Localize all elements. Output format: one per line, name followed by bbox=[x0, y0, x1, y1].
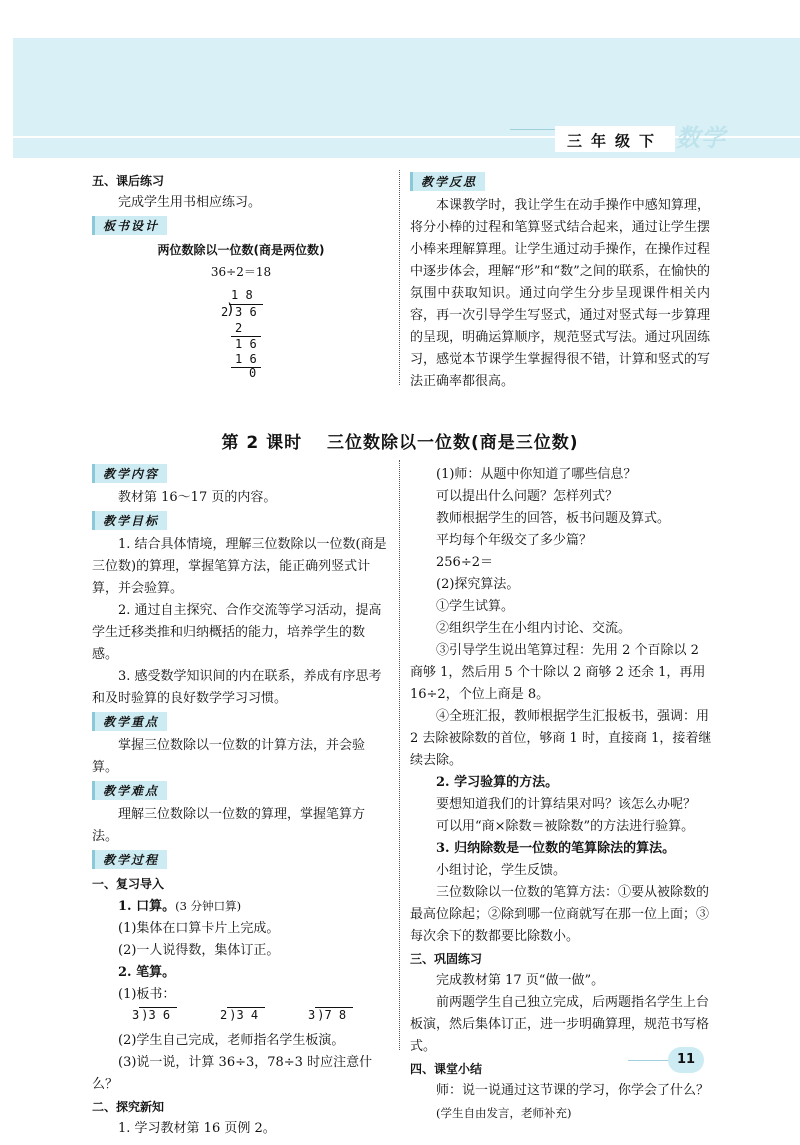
paragraph: 平均每个年级交了多少篇？ bbox=[436, 533, 593, 548]
item-title: 3. 归纳除数是一位数的笔算除法的算法。 bbox=[436, 841, 676, 856]
process-tag: 教学过程 bbox=[92, 850, 167, 869]
ld-step1: 2 bbox=[235, 321, 243, 335]
item-title: 2. 学习验算的方法。 bbox=[436, 775, 559, 790]
teaching-content-tag: 教学内容 bbox=[92, 464, 167, 483]
item-title: 1. 口算。 bbox=[118, 899, 176, 914]
column-divider-bottom bbox=[399, 460, 400, 1050]
section-heading: 三、巩固练习 bbox=[410, 952, 483, 966]
lesson-title: 第 2 课时 三位数除以一位数(商是三位数) bbox=[221, 433, 579, 453]
grade-label: 三年级下 bbox=[555, 126, 675, 152]
division-exercise: 3 )3 6 bbox=[132, 1008, 177, 1022]
top-right-column bbox=[410, 170, 710, 393]
paragraph: 小组讨论，学生反馈。 bbox=[436, 863, 567, 878]
ld-remainder: 0 bbox=[249, 366, 257, 380]
division-exercise: 3 )7 8 bbox=[308, 1008, 353, 1022]
ld-step3: 1 6 bbox=[235, 352, 257, 366]
ld-divisor: 2 bbox=[221, 305, 229, 319]
paragraph: 256÷2＝ bbox=[436, 555, 493, 570]
subject-watermark: 数学 bbox=[676, 124, 726, 152]
paragraph: 师：说一说通过这节课的学习，你学会了什么？ bbox=[436, 1083, 710, 1098]
paragraph: ④全班汇报，教师根据学生汇报板书，强调：用 2 去除被除数的首位，够商 1 时，直接商 1，接着继续去除。 bbox=[410, 709, 712, 768]
paragraph: 教材第 16～17 页的内容。 bbox=[118, 490, 277, 505]
reflection-text: 本课教学时，我让学生在动手操作中感知算理，将分小棒的过程和笔算竖式结合起来，通过让学生摆小棒来理解算理。让学生通过动手操作，在操作过程中逐步体会，理解“形”和“数”之间的联系，在愉快的氛围中获取知识。通过向学生分步呈现课件相关内容，再一次引导学生写竖式，通过对竖式每一步算理的呈现，明确运算顺序，规范竖式写法。通过巩固练习，感觉本节课学生掌握得很不错，计算和竖式的写法正确率都很高。 bbox=[410, 198, 710, 389]
section-heading: 二、探究新知 bbox=[92, 1100, 165, 1114]
paragraph: 前两题学生自己独立完成，后两题指名学生上台板演，然后集体订正，进一步明确算理，规范书写格式。 bbox=[410, 995, 710, 1054]
bottom-left-column bbox=[92, 462, 388, 1140]
paragraph: (2)学生自己完成，老师指名学生板演。 bbox=[118, 1033, 345, 1048]
ld-quotient: 1 8 bbox=[231, 288, 253, 302]
paragraph: (学生自由发言，老师补充) bbox=[436, 1106, 572, 1120]
goal-item: 3. 感受数学知识间的内在联系，养成有序思考和及时验算的良好数学学习习惯。 bbox=[92, 669, 382, 706]
bottom-right-column bbox=[410, 464, 712, 1124]
paragraph: ①学生试算。 bbox=[436, 599, 515, 614]
reflection-tag: 教学反思 bbox=[410, 172, 485, 191]
page-number-rule bbox=[628, 1060, 668, 1061]
paragraph: ②组织学生在小组内讨论、交流。 bbox=[436, 621, 632, 636]
paragraph: ③引导学生说出笔算过程：先用 2 个百除以 2 商够 1，然后用 5 个十除以 2 商够 2 还余 1，再用 16÷2，个位上商是 8。 bbox=[410, 643, 706, 702]
paragraph: (1)师：从题中你知道了哪些信息？ bbox=[436, 467, 637, 482]
board-design-tag: 板书设计 bbox=[92, 216, 167, 235]
division-exercises bbox=[132, 1006, 388, 1030]
ld-bracket: ) bbox=[226, 300, 236, 318]
column-divider-top bbox=[399, 170, 400, 385]
paragraph: 理解三位数除以一位数的算理，掌握笔算方法。 bbox=[92, 807, 366, 844]
header-decoration bbox=[510, 129, 556, 132]
paragraph: (2)探究算法。 bbox=[436, 577, 520, 592]
difficulty-tag: 教学难点 bbox=[92, 781, 167, 800]
paragraph: 完成教材第 17 页“做一做”。 bbox=[436, 973, 605, 988]
teaching-goal-tag: 教学目标 bbox=[92, 511, 167, 530]
long-division-board bbox=[205, 288, 285, 380]
paragraph: (1)集体在口算卡片上完成。 bbox=[118, 921, 280, 936]
paragraph: 要想知道我们的计算结果对吗？该怎么办呢？ bbox=[436, 797, 697, 812]
paragraph: 教师根据学生的回答，板书问题及算式。 bbox=[436, 511, 671, 526]
goal-item: 2. 通过自主探究、合作交流等学习活动，提高学生迁移类推和归纳概括的能力，培养学生的数感。 bbox=[92, 603, 382, 662]
paragraph: 1. 学习教材第 16 页例 2。 bbox=[118, 1121, 276, 1136]
paragraph: 可以提出什么问题？怎样列式？ bbox=[436, 489, 619, 504]
division-exercise: 2 )3 4 bbox=[220, 1008, 265, 1022]
section-heading: 四、课堂小结 bbox=[410, 1062, 483, 1076]
paragraph: (1)板书： bbox=[118, 987, 176, 1002]
section-heading: 一、复习导入 bbox=[92, 877, 165, 891]
board-equation: 36÷2＝18 bbox=[210, 265, 272, 279]
paragraph: 掌握三位数除以一位数的计算方法，并会验算。 bbox=[92, 738, 366, 775]
paragraph: 可以用“商×除数＝被除数”的方法进行验算。 bbox=[436, 819, 695, 834]
top-left-column bbox=[92, 170, 390, 283]
paragraph: (3)说一说，计算 36÷3，78÷3 时应注意什么？ bbox=[92, 1055, 373, 1092]
item-title: 2. 笔算。 bbox=[118, 965, 176, 980]
paragraph: 三位数除以一位数的笔算方法：①要从被除数的最高位除起；②除到哪一位商就写在那一位上面；③每次余下的数都要比除数小。 bbox=[410, 885, 710, 944]
paragraph: (2)一人说得数，集体订正。 bbox=[118, 943, 280, 958]
ld-dividend: 3 6 bbox=[235, 305, 257, 319]
key-point-tag: 教学重点 bbox=[92, 712, 167, 731]
section-heading: 五、课后练习 bbox=[92, 174, 165, 188]
ld-step2: 1 6 bbox=[235, 337, 257, 351]
item-note: (3 分钟口算) bbox=[175, 899, 242, 913]
page-number: 11 bbox=[668, 1047, 704, 1073]
goal-item: 1. 结合具体情境，理解三位数除以一位数(商是三位数)的算理，掌握笔算方法，能正确列竖式计算，并会验算。 bbox=[92, 537, 387, 596]
board-title: 两位数除以一位数(商是两位数) bbox=[157, 243, 325, 257]
paragraph: 完成学生用书相应练习。 bbox=[118, 195, 262, 210]
